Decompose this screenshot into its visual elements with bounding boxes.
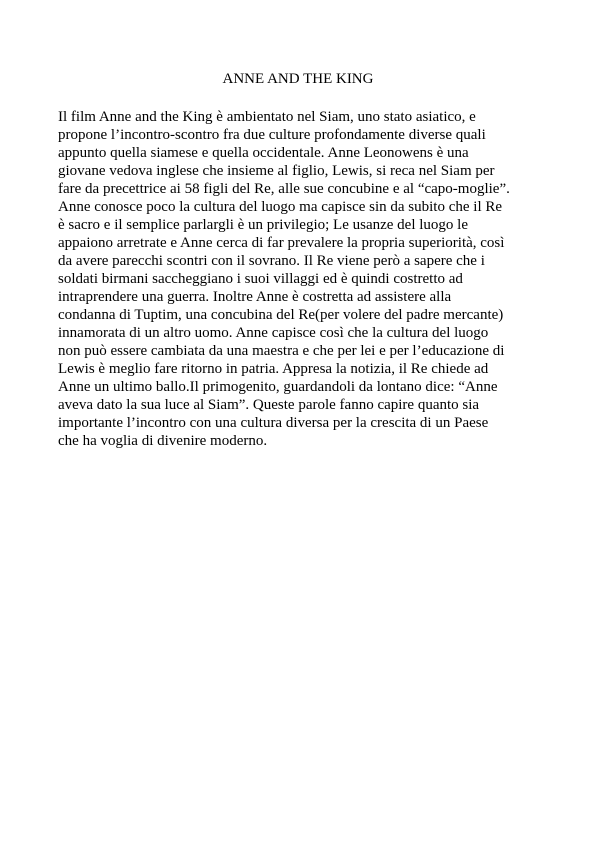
body-line: che ha voglia di divenire moderno. bbox=[58, 433, 268, 449]
body-line: da avere parecchi scontri con il sovrano. Il Re viene però a sapere che i bbox=[58, 253, 485, 269]
document-body bbox=[58, 108, 550, 450]
body-line: appaiono arretrate e Anne cerca di far prevalere la propria superiorità, così bbox=[58, 235, 505, 251]
body-line: Anne conosce poco la cultura del luogo ma capisce sin da subito che il Re bbox=[58, 199, 503, 215]
body-line: propone l’incontro-scontro fra due culture profondamente diverse quali bbox=[58, 127, 486, 143]
body-line: Lewis è meglio fare ritorno in patria. Appresa la notizia, il Re chiede ad bbox=[58, 361, 489, 377]
body-line: non può essere cambiata da una maestra e che per lei e per l’educazione di bbox=[58, 343, 505, 359]
body-line: giovane vedova inglese che insieme al figlio, Lewis, si reca nel Siam per bbox=[58, 163, 495, 179]
body-line: è sacro e il semplice parlargli è un privilegio; Le usanze del luogo le bbox=[58, 217, 468, 233]
body-line: aveva dato la sua luce al Siam”. Queste parole fanno capire quanto sia bbox=[58, 397, 480, 413]
body-line: importante l’incontro con una cultura diversa per la crescita di un Paese bbox=[58, 415, 489, 431]
body-line: Il film Anne and the King è ambientato nel Siam, uno stato asiatico, e bbox=[58, 109, 476, 125]
body-line: appunto quella siamese e quella occidentale. Anne Leonowens è una bbox=[58, 145, 469, 161]
body-line: Anne un ultimo ballo.Il primogenito, guardandoli da lontano dice: “Anne bbox=[58, 379, 498, 395]
body-line: condanna di Tuptim, una concubina del Re(per volere del padre mercante) bbox=[58, 307, 504, 323]
body-line: soldati birmani saccheggiano i suoi villaggi ed è quindi costretto ad bbox=[58, 271, 463, 287]
document-title: ANNE AND THE KING bbox=[222, 71, 374, 87]
body-line: intraprendere una guerra. Inoltre Anne è costretta ad assistere alla bbox=[58, 289, 452, 305]
body-line: fare da precettrice ai 58 figli del Re, alle sue concubine e al “capo-moglie”. bbox=[58, 181, 510, 197]
body-line: innamorata di un altro uomo. Anne capisce così che la cultura del luogo bbox=[58, 325, 489, 341]
